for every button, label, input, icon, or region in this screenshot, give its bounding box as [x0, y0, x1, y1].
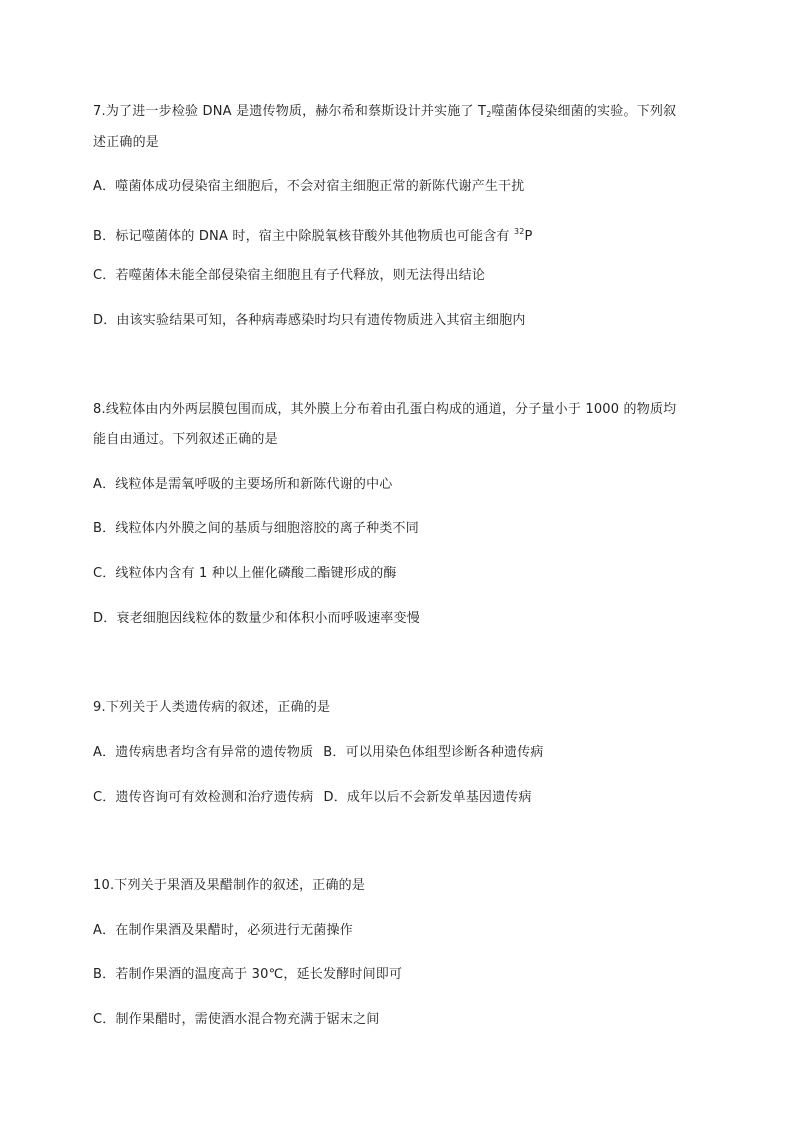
q7-stem-part1: 为了进一步检验 DNA 是遗传物质，赫尔希和蔡斯设计并实施了 T	[105, 104, 487, 119]
q7-option-c: C．若噬菌体未能全部侵染宿主细胞且有子代释放，则无法得出结论	[93, 268, 486, 283]
q7-stem-line1	[93, 103, 676, 124]
q8-option-a: A．线粒体是需氧呼吸的主要场所和新陈代谢的中心	[93, 477, 393, 492]
q9-option-a: A．遗传病患者均含有异常的遗传物质	[93, 745, 314, 760]
q10-stem	[93, 877, 365, 895]
q8-option-b: B．线粒体内外膜之间的基质与细胞溶胶的离子种类不同	[93, 521, 419, 536]
q10-number: 10.	[93, 878, 115, 893]
q9-options-row2	[93, 789, 532, 807]
q10-option-b: B．若制作果酒的温度高于 30℃，延长发酵时间即可	[93, 967, 403, 982]
q7-stem-subscript: 2	[486, 110, 492, 119]
q9-stem-text: 下列关于人类遗传病的叙述，正确的是	[105, 700, 331, 715]
q10-stem-text: 下列关于果酒及果醋制作的叙述，正确的是	[114, 878, 366, 893]
q9-number: 9.	[93, 700, 106, 715]
q8-number: 8.	[93, 402, 106, 417]
q7-option-a: A．噬菌体成功侵染宿主细胞后，不会对宿主细胞正常的新陈代谢产生干扰	[93, 179, 525, 194]
q7-option-b-superscript: 32	[513, 227, 525, 236]
q7-option-b-text: B．标记噬菌体的 DNA 时，宿主中除脱氧核苷酸外其他物质也可能含有	[93, 229, 514, 244]
q7-option-d: D．由该实验结果可知，各种病毒感染时均只有遗传物质进入其宿主细胞内	[93, 313, 526, 328]
q9-option-c: C．遗传咨询可有效检测和治疗遗传病	[93, 790, 314, 805]
q9-stem	[93, 699, 330, 717]
q9-options-row1	[93, 744, 544, 762]
q8-option-d: D．衰老细胞因线粒体的数量少和体积小而呼吸速率变慢	[93, 611, 421, 626]
q9-option-b: B．可以用染色体组型诊断各种遗传病	[323, 745, 544, 760]
q8-option-c: C．线粒体内含有 1 种以上催化磷酸二酯键形成的酶	[93, 566, 397, 581]
q8-stem-line2: 能自由通过。下列叙述正确的是	[93, 432, 278, 447]
q9-option-d: D．成年以后不会新发单基因遗传病	[323, 790, 532, 805]
q7-option-b-tail: P	[524, 229, 533, 244]
q10-option-a: A．在制作果酒及果醋时，必须进行无菌操作	[93, 923, 353, 938]
q8-stem-line1	[93, 401, 676, 419]
q10-option-c: C．制作果醋时，需使酒水混合物充满于锯末之间	[93, 1012, 380, 1027]
q7-stem-part2: 噬菌体侵染细菌的实验。下列叙	[491, 104, 677, 119]
q7-number: 7.	[93, 104, 106, 119]
q7-stem-line2: 述正确的是	[93, 135, 160, 150]
q7-option-b	[93, 223, 533, 246]
q8-stem-part1: 线粒体由内外两层膜包围而成，其外膜上分布着由孔蛋白构成的通道，分子量小于 1000 的物质均	[105, 402, 677, 417]
